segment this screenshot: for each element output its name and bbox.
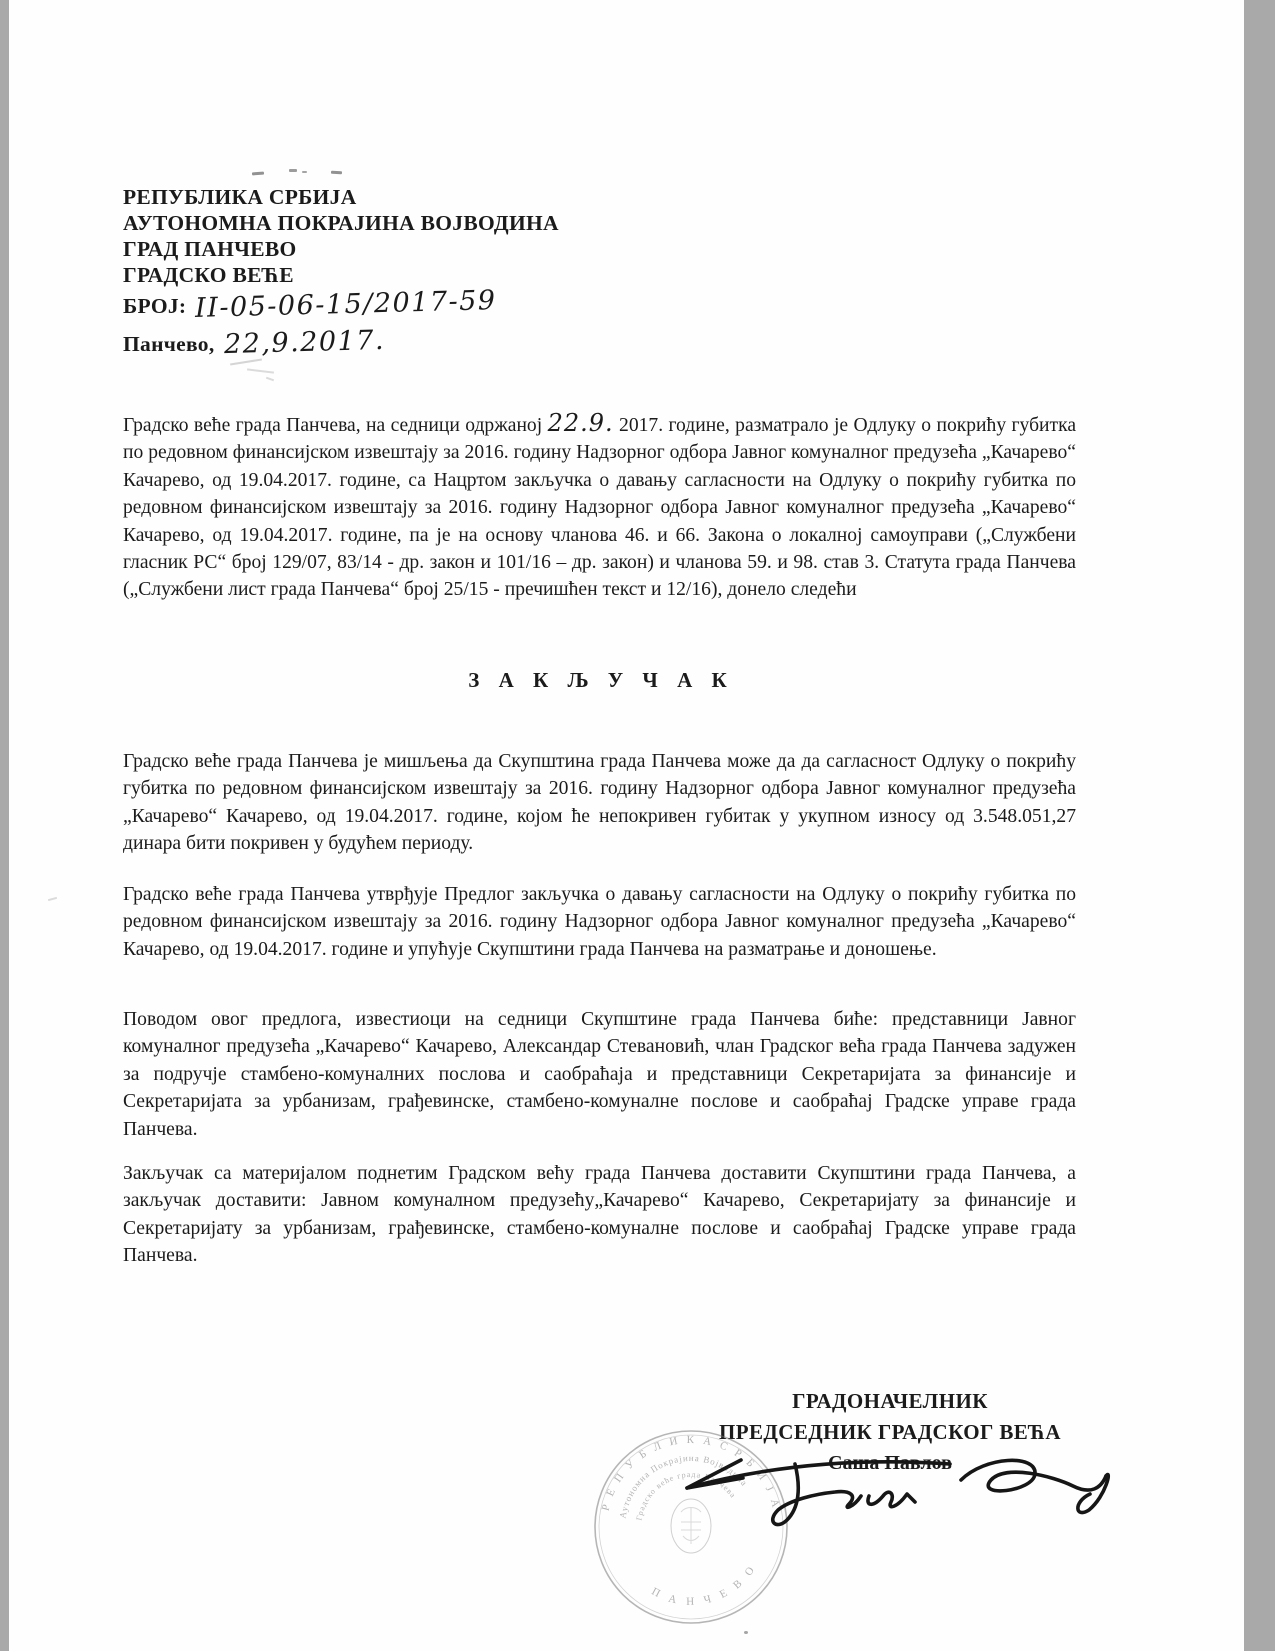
scan-artifact xyxy=(331,171,342,175)
place-label: Панчево, xyxy=(123,332,215,356)
stamp-inner-text: Градско веће града Панчева xyxy=(634,1469,738,1522)
doc-number-label: БРОЈ: xyxy=(123,294,187,318)
body-paragraph-5: Закључак са материјалом поднетим Градском већу града Панчева доставити Скупштини града Панчева, а закључак доставити: Јавном комуналном предузећу„Качарево“ Качарево, Секретаријату за финансије и Секретаријату за урбанизам, грађевинске, стамбено-комуналне послове и саобраћај Градске управе града Панчева. xyxy=(123,1163,1076,1267)
scan-artifact xyxy=(266,377,274,382)
body-paragraph-1 xyxy=(123,410,1076,604)
stamp-outer-text: Р Е П У Б Л И К А С Р Б И Ј А xyxy=(599,1433,783,1513)
svg-text:П А Н Ч Е В О xyxy=(649,1562,759,1608)
scan-edge-left xyxy=(0,0,9,1651)
body-paragraph-2: Градско веће града Панчева је мишљења да Скупштина града Панчева може да да сагласност Одлуку о покрићу губитка по редовном финансијском извештају за 2016. годину Надзорног одбора Јавног комуналног предузећа „Качарево“ Качарево, од 19.04.2017. године, којом ће непокривен губитак у укупном износу од 3.548.051,27 динара бити покривен у будућем периоду. xyxy=(123,751,1076,855)
doc-number-handwritten: II-05-06-15/2017-59 xyxy=(194,285,498,324)
stamp-middle-text: Аутономна Покрајина Војводина xyxy=(617,1452,750,1520)
place-date-line xyxy=(123,324,559,370)
signature-role-council-president: ПРЕДСЕДНИК ГРАДСКОГ ВЕЋА xyxy=(719,1420,1061,1444)
scan-edge-right xyxy=(1244,0,1275,1651)
stamp-bottom-text: П А Н Ч Е В О xyxy=(649,1561,760,1608)
letterhead-line-republic: РЕПУБЛИКА СРБИЈА xyxy=(123,185,357,209)
letterhead-line-council: ГРАДСКО ВЕЋЕ xyxy=(123,263,294,287)
letterhead-line-city: ГРАД ПАНЧЕВО xyxy=(123,237,297,261)
signatory-name: Саша Павлов xyxy=(828,1452,952,1474)
letterhead xyxy=(123,184,559,370)
scan-artifact xyxy=(302,171,307,173)
paragraph-1-text-before: Градско веће града Панчева, на седници одржаној xyxy=(123,415,543,436)
scan-artifact xyxy=(289,169,297,172)
conclusion-title: З А К Љ У Ч А К xyxy=(468,668,731,692)
signature-role-mayor: ГРАДОНАЧЕЛНИК xyxy=(792,1389,988,1413)
body-paragraph-3: Градско веће града Панчева утврђује Предлог закључка о давању сагласности на Одлуку о покрићу губитка по редовном финансијском извештају за 2016. годину Надзорног одбора Јавног комуналног предузећа „Качарево“ Качарево, од 19.04.2017. године и упућује Скупштини града Панчева на разматрање и доношење. xyxy=(123,884,1076,960)
signature-scrawl xyxy=(645,1448,1115,1543)
scan-artifact xyxy=(252,172,264,176)
body-paragraph-4: Поводом овог предлога, известиоци на седници Скупштине града Панчева биће: представници Јавног комуналног предузећа „Качарево“ Качарево, Александар Стевановић, члан Градског већа града Панчева задужен за подручје стамбено-комуналних послова и саобраћаја и представници Секретаријата за финансије и Секретаријата за урбанизам, грађевинске, стамбено-комуналне послове и саобраћај Градске управе града Панчева. xyxy=(123,1009,1076,1140)
letterhead-line-province: АУТОНОМНА ПОКРАЈИНА ВОЈВОДИНА xyxy=(123,211,559,235)
date-handwritten: 22,9.2017. xyxy=(223,324,385,361)
paragraph-1-handwritten-date: 22.9. xyxy=(547,409,614,437)
scan-artifact xyxy=(744,1631,748,1634)
paragraph-1-text-after: 2017. године, разматрало је Одлуку о покрићу губитка по редовном финансијском извештају за 2016. годину Надзорног одбора Јавног комуналног предузећа „Качарево“ Качарево, од 19.04.2017. године, са Нацртом закључка о давању сагласности на Одлуку о покрићу губитка по редовном финансијском извештају за 2016. годину Надзорног одбора Јавног комуналног предузећа „Качарево“ Качарево, од 19.04.2017. године, па је на основу чланова 46. и 66. Закона о локалној самоуправи („Службени гласник РС“ број 129/07, 83/14 - др. закон и 101/16 – др. закон) и чланова 59. и 98. став 3. Статута града Панчева („Службени лист града Панчева“ број 25/15 - пречишћен текст и 12/16), донело следећи xyxy=(123,415,1077,601)
scan-artifact xyxy=(48,897,57,901)
